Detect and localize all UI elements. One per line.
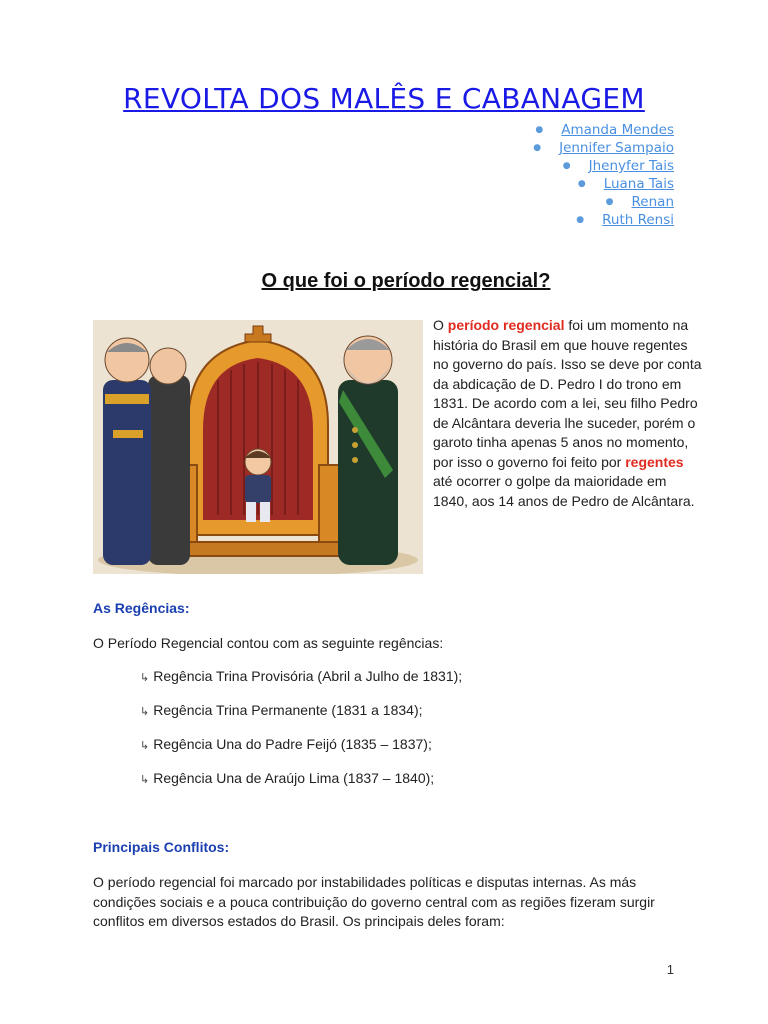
intro-text: O (433, 317, 448, 333)
intro-text: até ocorrer o golpe da maioridade em 1840, aos 14 anos de Pedro de Alcântara. (433, 473, 695, 509)
conflitos-paragraph: O período regencial foi marcado por instabilidades políticas e disputas internas. As más condições sociais e a pouca contribuição do governo central com as regiões fizeram surgir conflitos em diversos estados do Brasil. Os principais deles foram: (93, 874, 655, 929)
arrow-icon: ↳ (140, 740, 150, 752)
author-item (533, 157, 674, 175)
author-link[interactable]: Amanda Mendes (561, 122, 674, 138)
bullet-icon: ● (576, 215, 585, 225)
list-item-text: Regência Trina Permanente (1831 a 1834); (153, 702, 423, 718)
author-link[interactable]: Jennifer Sampaio (559, 140, 674, 156)
bullet-icon: ● (605, 197, 614, 207)
list-item-text: Regência Una do Padre Feijó (1835 – 1837); (153, 736, 432, 752)
document-title: REVOLTA DOS MALÊS E CABANAGEM (123, 82, 645, 115)
arrow-icon: ↳ (140, 774, 150, 786)
regency-cartoon-illustration (93, 320, 423, 574)
regencias-heading: As Regências: (93, 600, 190, 616)
list-item (140, 668, 462, 702)
bullet-icon: ● (562, 161, 571, 171)
author-item (533, 139, 674, 157)
list-item-text: Regência Una de Araújo Lima (1837 – 1840); (153, 770, 435, 786)
author-link[interactable]: Renan (631, 194, 674, 210)
list-item (140, 702, 462, 736)
bullet-icon: ● (535, 125, 544, 135)
author-list (533, 121, 674, 229)
highlight-regentes: regentes (625, 453, 684, 470)
bullet-icon: ● (577, 179, 586, 189)
author-link[interactable]: Jhenyfer Tais (588, 158, 674, 174)
page-number: 1 (666, 962, 674, 977)
list-item-text: Regência Trina Provisória (Abril a Julho de 1831); (153, 668, 463, 684)
bullet-icon: ● (533, 143, 542, 153)
intro-text: foi um momento na história do Brasil em que houve regentes no governo do país. Isso se deve por conta da abdicação de D. Pedro I do trono em 1831. De acordo com a lei, seu filho Pedro de Alcântara deveria lhe suceder, porém o garoto tinha apenas 5 anos no momento, por isso o governo foi feito por (433, 317, 702, 470)
author-item (533, 175, 674, 193)
author-item (533, 193, 674, 211)
author-item (533, 121, 674, 139)
arrow-icon: ↳ (140, 706, 150, 718)
arrow-icon: ↳ (140, 672, 150, 684)
regencias-lead: O Período Regencial contou com as seguinte regências: (93, 635, 444, 651)
author-link[interactable]: Luana Tais (603, 176, 674, 192)
author-item (533, 211, 674, 229)
regencias-list (140, 668, 462, 804)
list-item (140, 770, 462, 804)
author-link[interactable]: Ruth Rensi (602, 212, 674, 228)
intro-paragraph (433, 316, 705, 511)
section-title: O que foi o período regencial? (261, 270, 551, 292)
highlight-periodo-regencial: período regencial (447, 317, 565, 333)
list-item (140, 736, 462, 770)
conflitos-heading: Principais Conflitos: (93, 839, 230, 855)
